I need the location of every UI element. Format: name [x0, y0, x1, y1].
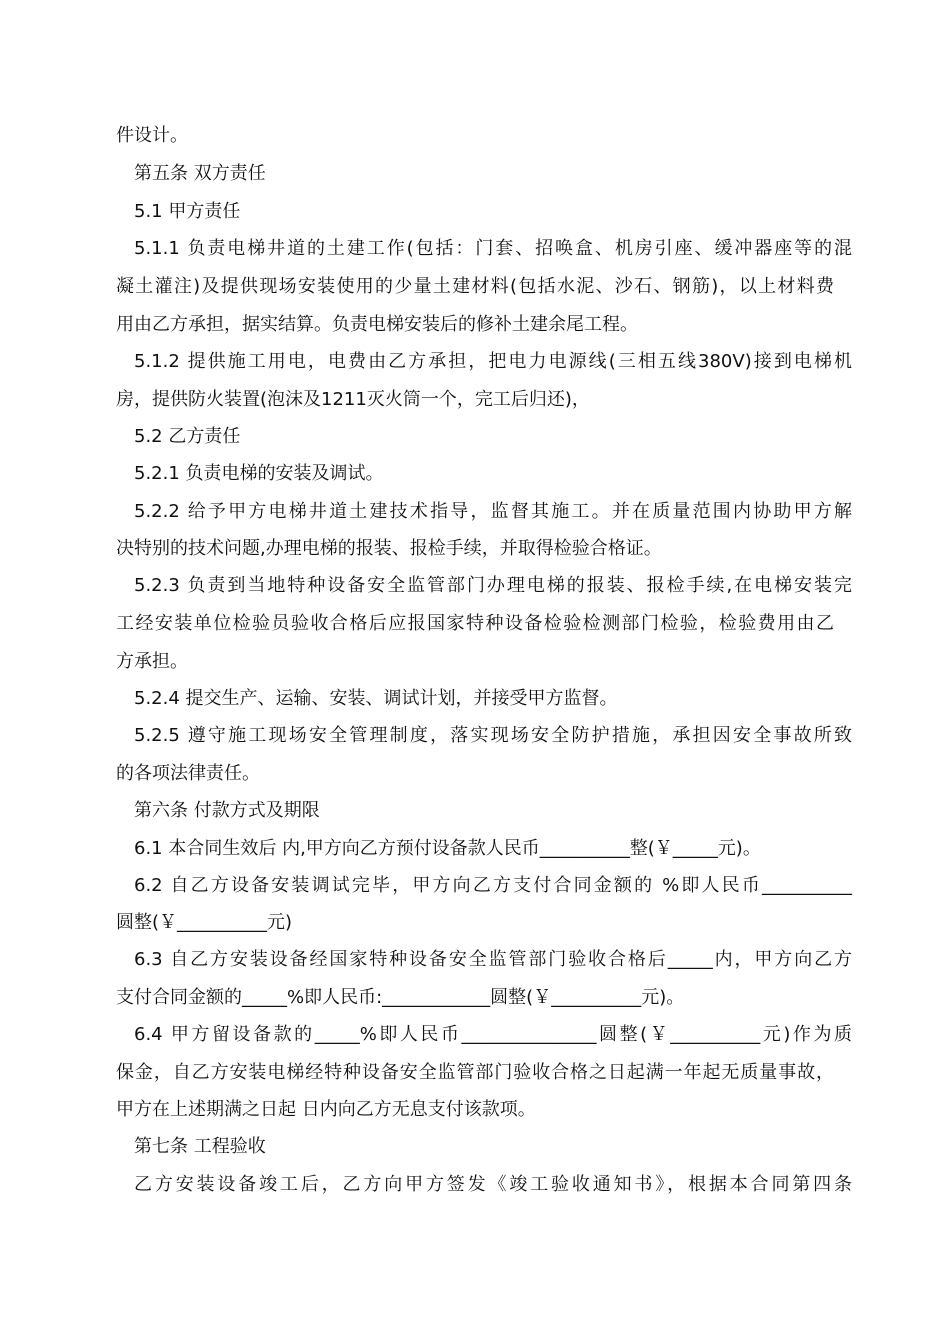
text-line: 决特别的技术问题,办理电梯的报装、报检手续，并取得检验合格证。	[116, 538, 662, 559]
text-line: 6.3 自乙方安装设备经国家特种设备安全监管部门验收合格后_____内，甲方向乙方	[134, 949, 852, 970]
text-line: 的各项法律责任。	[116, 763, 260, 784]
text-line: 乙方安装设备竣工后，乙方向甲方签发《竣工验收通知书》，根据本合同第四条	[134, 1174, 852, 1195]
subsection-heading: 5.2 乙方责任	[134, 426, 241, 447]
text-line: 6.4 甲方留设备款的_____%即人民币_______________圆整(￥__________元)作为质	[134, 1024, 852, 1045]
text-line: 5.1.2 提供施工用电，电费由乙方承担，把电力电源线(三相五线380V)接到电梯机	[134, 351, 852, 372]
text-line: 用由乙方承担，据实结算。负责电梯安装后的修补土建余尾工程。	[116, 314, 638, 335]
text-line: 件设计。	[116, 125, 188, 146]
text-line: 6.1 本合同生效后 内,甲方向乙方预付设备款人民币__________整(￥_____元)。	[134, 838, 761, 859]
text-line: 圆整(￥__________元)	[116, 912, 293, 933]
text-line: 5.2.3 负责到当地特种设备安全监管部门办理电梯的报装、报检手续,在电梯安装完	[134, 575, 852, 596]
text-line: 6.2 自乙方设备安装调试完毕，甲方向乙方支付合同金额的 %即人民币__________	[134, 875, 852, 896]
text-line: 5.1.1 负责电梯井道的土建工作(包括：门套、招唤盒、机房引座、缓冲器座等的混	[134, 238, 852, 259]
section-heading: 第五条 双方责任	[134, 163, 266, 184]
section-heading: 第七条 工程验收	[134, 1136, 266, 1157]
subsection-heading: 5.1 甲方责任	[134, 201, 241, 222]
text-line: 甲方在上述期满之日起 日内向乙方无息支付该款项。	[116, 1099, 536, 1120]
text-line: 工经安装单位检验员验收合格后应报国家特种设备检验检测部门检验，检验费用由乙	[116, 613, 834, 634]
text-line: 房，提供防火装置(泡沫及1211灭火筒一个，完工后归还)，	[116, 389, 590, 410]
text-line: 凝土灌注)及提供现场安装使用的少量土建材料(包括水泥、沙石、钢筋)，以上材料费	[116, 276, 834, 297]
text-line: 5.2.2 给予甲方电梯井道土建技术指导，监督其施工。并在质量范围内协助甲方解	[134, 501, 852, 522]
text-line: 5.2.5 遵守施工现场安全管理制度，落实现场安全防护措施，承担因安全事故所致	[134, 725, 852, 746]
text-line: 5.2.4 提交生产、运输、安装、调试计划，并接受甲方监督。	[134, 688, 618, 709]
text-line: 方承担。	[116, 651, 188, 672]
text-line: 5.2.1 负责电梯的安装及调试。	[134, 463, 384, 484]
section-heading: 第六条 付款方式及期限	[134, 800, 320, 821]
text-line: 支付合同金额的_____%即人民币:____________圆整(￥__________元)。	[116, 987, 685, 1008]
text-line: 保金，自乙方安装电梯经特种设备安全监管部门验收合格之日起满一年起无质量事故，	[116, 1062, 834, 1083]
